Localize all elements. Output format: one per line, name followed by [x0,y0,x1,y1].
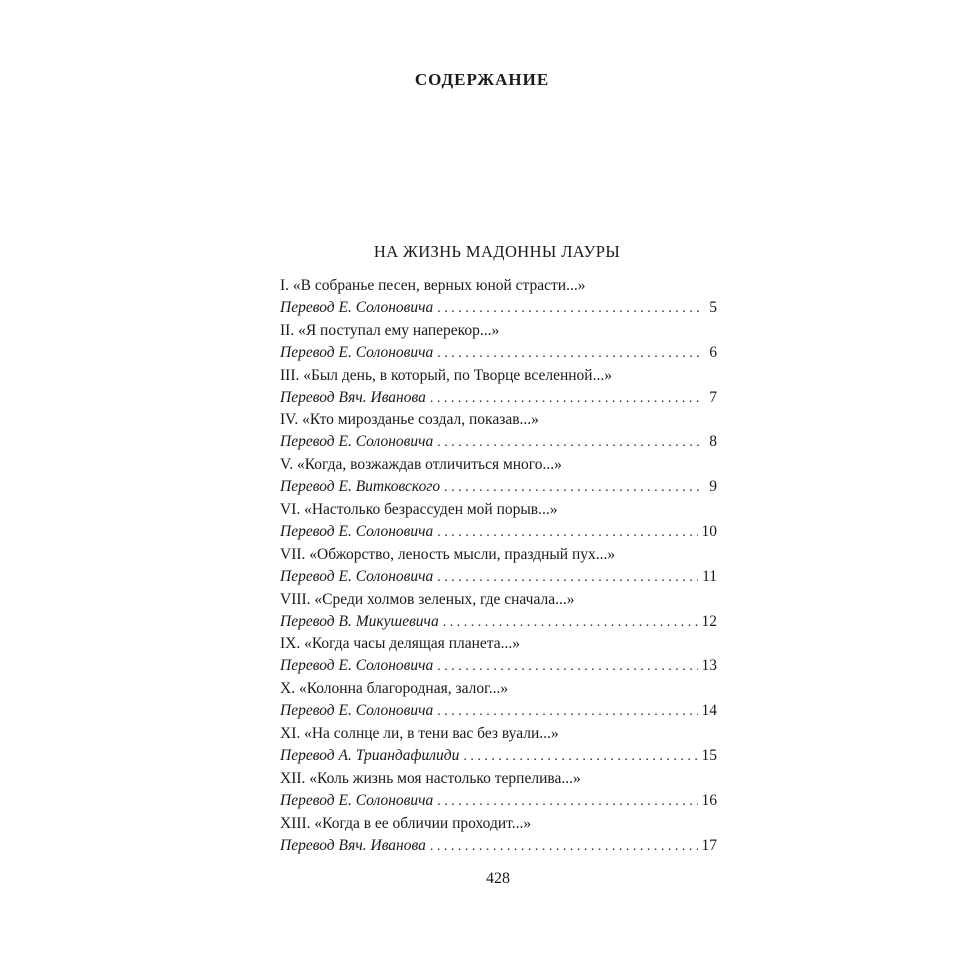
dot-leader [437,791,697,813]
translator-line [280,790,717,812]
poem-title: III. «Был день, в который, по Творце вселенной...» [280,366,612,384]
dot-leader [437,656,697,678]
dot-leader [437,343,699,365]
translator-line [280,835,717,857]
translator-name: Перевод Е. Солоновича [280,343,434,361]
dot-leader [437,432,699,454]
poem-title: I. «В собранье песен, верных юной страсти...» [280,277,586,294]
translator-line [280,387,717,409]
poem-title: XII. «Коль жизнь моя настолько терпелива...» [280,769,581,787]
translator-line [280,431,717,453]
translator-line [280,297,717,319]
page-reference: 16 [701,791,717,809]
page-reference: 10 [701,522,717,540]
toc-entry [280,454,717,499]
translator-line [280,521,717,543]
translator-line [280,566,717,588]
page-reference: 15 [701,746,717,764]
toc-entry [280,768,717,813]
dot-leader [437,522,697,544]
toc-entry [280,589,717,634]
translator-name: Перевод Е. Солоновича [280,522,434,540]
poem-title: VIII. «Среди холмов зеленых, где сначала...» [280,590,575,608]
translator-name: Перевод В. Микушевича [280,612,439,630]
toc-entry [280,678,717,723]
poem-title: VII. «Обжорство, леность мысли, праздный пух...» [280,545,616,563]
dot-leader [430,836,698,858]
translator-name: Перевод Е. Солоновича [280,567,434,585]
translator-line [280,611,717,633]
toc-entry [280,633,717,678]
poem-title: X. «Колонна благородная, залог...» [280,680,509,698]
page-reference: 9 [709,478,717,496]
poem-title: IV. «Кто мирозданье создал, показав...» [280,411,539,429]
translator-line [280,342,717,364]
page-reference: 8 [709,433,717,451]
page-reference: 7 [709,388,717,406]
poem-title: V. «Когда, возжаждав отличиться много...» [280,456,562,474]
translator-line [280,700,717,722]
toc-entry [280,499,717,544]
toc-entry [280,544,717,589]
dot-leader [443,612,698,634]
page-reference: 12 [701,612,717,630]
dot-leader [437,701,697,723]
dot-leader [437,567,698,589]
translator-name: Перевод А. Триандафилиди [280,746,460,764]
translator-name: Перевод Е. Солоновича [280,433,434,451]
dot-leader [430,388,699,410]
section-title: НА ЖИЗНЬ МАДОННЫ ЛАУРЫ [373,242,621,261]
toc-entry [280,320,717,365]
page-reference: 17 [701,836,717,854]
translator-line [280,476,717,498]
dot-leader [463,746,697,768]
page-reference: 11 [702,567,717,585]
page-reference: 14 [701,702,717,720]
page-reference: 5 [709,299,717,316]
poem-title: XI. «На солнце ли, в тени вас без вуали...» [280,724,559,742]
poem-title: IX. «Когда часы делящая планета...» [280,635,520,653]
translator-name: Перевод Вяч. Иванова [280,836,426,854]
page-number: 428 [486,870,510,887]
poem-title: II. «Я поступал ему наперекор...» [280,321,500,339]
page-title: СОДЕРЖАНИЕ [414,70,550,89]
toc-entry [280,409,717,454]
toc-entry [280,723,717,768]
translator-name: Перевод Е. Витковского [280,478,441,496]
toc-entry [280,275,717,320]
poem-title: XIII. «Когда в ее обличии проходит...» [280,814,532,832]
translator-line [280,655,717,677]
translator-line [280,745,717,767]
translator-name: Перевод Е. Солоновича [280,791,434,809]
dot-leader [437,298,699,320]
translator-name: Перевод Е. Солоновича [280,299,434,316]
dot-leader [444,477,699,499]
translator-name: Перевод Вяч. Иванова [280,388,426,406]
page-reference: 6 [709,343,717,361]
translator-name: Перевод Е. Солоновича [280,702,434,720]
toc-entry [280,365,717,410]
toc-entry [280,813,717,858]
poem-title: VI. «Настолько безрассуден мой порыв...» [280,500,558,518]
table-of-contents [280,275,717,857]
page-reference: 13 [701,657,717,675]
translator-name: Перевод Е. Солоновича [280,657,434,675]
